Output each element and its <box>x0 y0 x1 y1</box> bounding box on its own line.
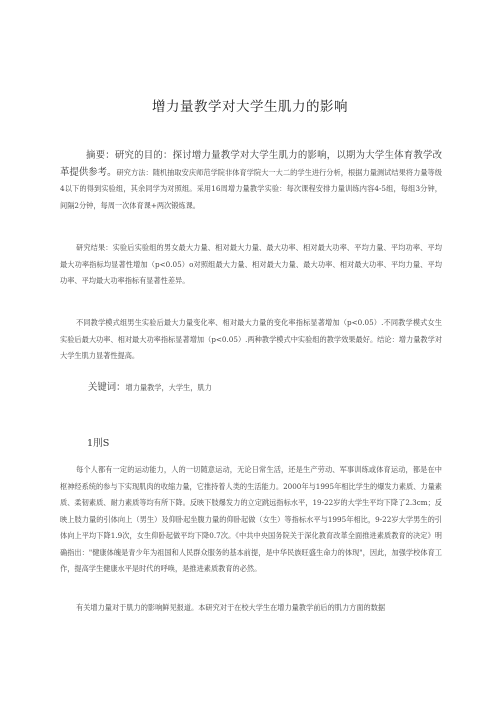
body-paragraph-2: 有关增力量对于肌力的影响鲜见报道。本研究对于在校大学生在增力量教学前后的肌力方面的数据 <box>76 603 386 612</box>
keywords-label: 关键词： <box>88 382 126 393</box>
keywords-line <box>88 380 448 397</box>
body-paragraph-1: 每个人都有一定的运动能力，人的一切随意运动，无论日常生活，还是生产劳动、军事训练或体育运动，都是在中枢神经系统的参与下实现肌肉的收缩力量，它推持着人类的生活能力。2000年与1995年相比学生的爆发力素质、力量素质、柔韧素质、耐力素质等均有所下降。反映下肢爆发力的立定跳远指标水平，19-22岁的大学生平均下降了2.3cm；反映上肢力量的引体向上（男生）及仰卧起坐腹力量的仰卧起做（女生）等指标水平与1995年相比，9-22岁大学男生的引体向上平均下降1.9次，女生仰卧起做平均下降0.7次。《中共中央国务院关于深化教育改革全面推进素质教育的决定》明确指出："健康体魄是青少年为祖国和人民群众服务的基本前提，是中华民族旺盛生命力的体现"，因此，加强学校体育工作，提高学生健康水平是时代的呼唤，是推进素质教育的必然。 <box>60 465 442 573</box>
keywords-text: 增力量教学，大学生，肌力 <box>125 383 212 392</box>
abstract-paragraph-1 <box>60 148 442 214</box>
abstract-lead: 摘要：研究的目的：探讨增力量教学对大学生肌力的影响，以期为大学生体育教学改革提供参考。 <box>60 150 442 178</box>
abstract-methods: 研究方法：随机抽取安庆师范学院非体育学院大一大二的学生进行分析，根据力量测试结果将力量等级4以下的得到实验组，其余同学为对照组。采用16周增力量教学实验：每次课程安排力量训练内容4-5组，每组3分钟，间隔2分钟，每周一次体育课+两次锻炼课。 <box>60 167 442 210</box>
abstract-paragraph-3: 不同教学模式组男生实验后最大力量变化率、相对最大力量的变化率指标显著增加（p<0.05）.不同教学模式女生实验后最大功率、相对最大功率指标显著增加（p<0.05）.两种教学模式中实验组的教学效果最好。结论：增力量教学对大学生肌力显著性提高。 <box>60 318 442 360</box>
abstract-paragraph-2: 研究结果：实验后实验组的男女最大力量、相对最大力量、最大功率、相对最大功率、平均力量、平均功率、平均最大功率指标均显著性增加（p<0.05）o对照组最大力量、相对最大力量、最大功率、相对最大功率、平均力量、平均功率、平均最大功率指标有显著性差异。 <box>60 243 442 285</box>
section-heading: 1刖S <box>87 438 110 449</box>
page-title: 增力量教学对大学生肌力的影响 <box>152 99 348 115</box>
